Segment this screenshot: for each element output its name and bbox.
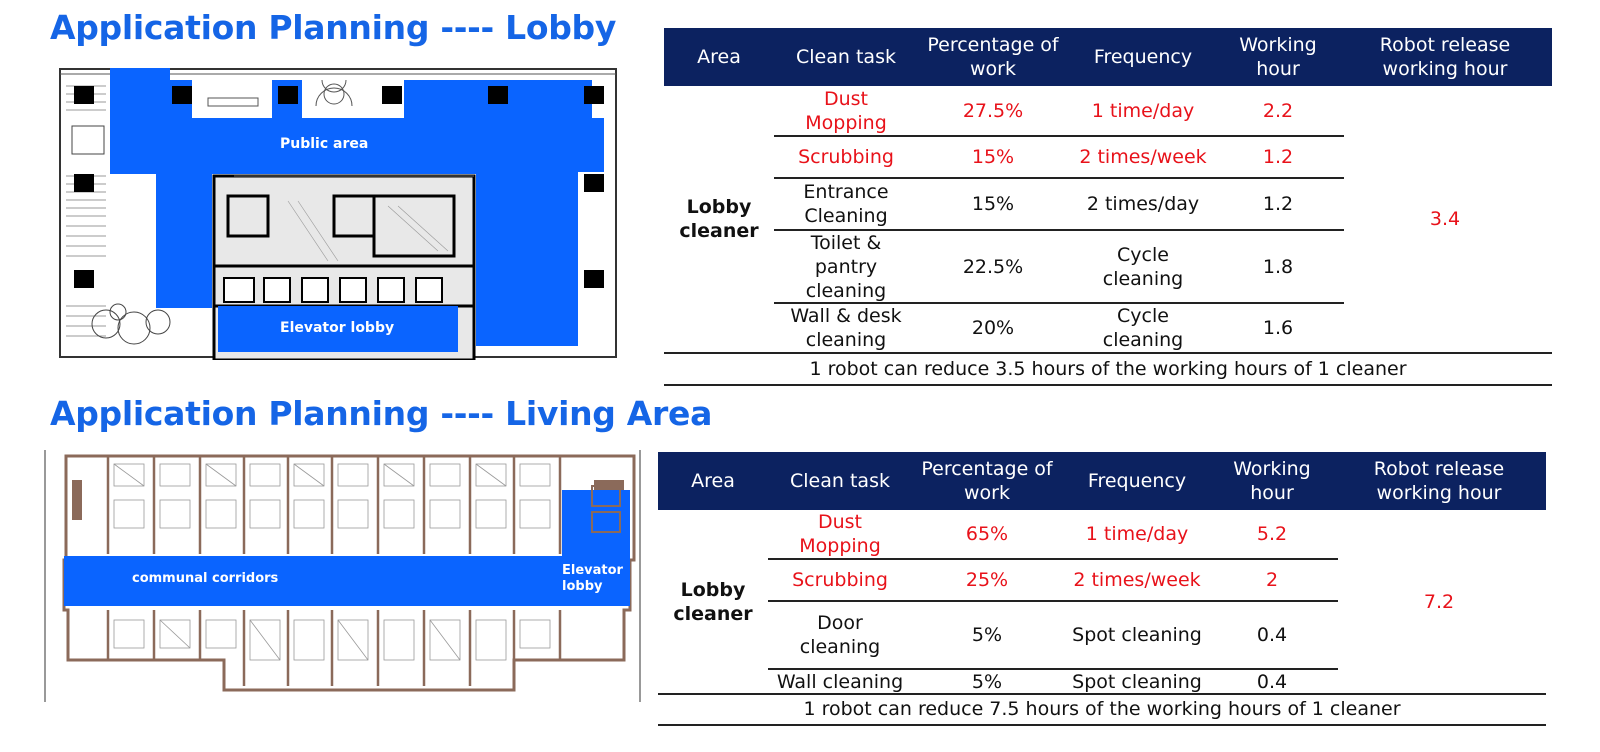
header-robot-release: Robot release working hour xyxy=(1379,34,1511,80)
lobby-table-header xyxy=(664,28,1552,86)
lobby-row5-pct: 20% xyxy=(971,317,1015,339)
living-row3-hour: 0.4 xyxy=(1256,624,1288,646)
header-area: Area xyxy=(691,470,735,492)
lobby-row5-freq: Cycle cleaning xyxy=(1102,305,1184,351)
header-working-hour: Working hour xyxy=(1239,34,1317,80)
lobby-row4-pct: 22.5% xyxy=(962,256,1024,278)
living-row2-freq: 2 times/week xyxy=(1073,569,1201,591)
lobby-floor-plan xyxy=(58,66,618,360)
living-row1-pct: 65% xyxy=(965,523,1009,545)
lobby-row2-task: Scrubbing xyxy=(798,146,894,168)
lobby-row3-pct: 15% xyxy=(971,193,1015,215)
lobby-row2-freq: 2 times/week xyxy=(1079,146,1207,168)
lobby-row4-hour: 1.8 xyxy=(1262,256,1294,278)
living-table-bottom-rule xyxy=(658,724,1546,726)
lobby-row4-task: Toilet & pantry cleaning xyxy=(805,232,887,302)
header-frequency: Frequency xyxy=(1093,46,1193,68)
living-row4-pct: 5% xyxy=(971,671,1003,693)
lobby-row1-pct: 27.5% xyxy=(962,100,1024,122)
lobby-title: Application Planning ---- Lobby xyxy=(50,8,617,47)
lobby-row1-freq: 1 time/day xyxy=(1091,100,1195,122)
living-table xyxy=(658,452,1546,728)
living-row2-pct: 25% xyxy=(965,569,1009,591)
header-frequency: Frequency xyxy=(1087,470,1187,492)
lobby-row5-task: Wall & desk cleaning xyxy=(790,305,902,351)
lobby-row5-hour: 1.6 xyxy=(1262,317,1294,339)
lobby-public-area-label: Public area xyxy=(280,136,369,152)
living-row1-task: Dust Mopping xyxy=(799,511,881,557)
living-row4-task: Wall cleaning xyxy=(776,671,904,693)
header-percentage: Percentage of work xyxy=(921,458,1053,504)
header-working-hour: Working hour xyxy=(1233,458,1311,504)
living-floor-plan xyxy=(44,450,642,702)
header-percentage: Percentage of work xyxy=(927,34,1059,80)
lobby-row2-pct: 15% xyxy=(971,146,1015,168)
header-clean-task: Clean task xyxy=(796,46,896,68)
lobby-release-value: 3.4 xyxy=(1429,208,1461,230)
living-row4-freq: Spot cleaning xyxy=(1072,671,1202,693)
lobby-row3-freq: 2 times/day xyxy=(1086,193,1200,215)
lobby-row4-freq: Cycle cleaning xyxy=(1102,244,1184,290)
living-elevator-lobby-label xyxy=(562,563,628,595)
lobby-area-cell: Lobby cleaner xyxy=(679,196,759,242)
lobby-elevator-lobby-label: Elevator lobby xyxy=(280,320,395,336)
lobby-row1-task: Dust Mopping xyxy=(805,88,887,134)
lobby-row2-hour: 1.2 xyxy=(1262,146,1294,168)
living-table-footer: 1 robot can reduce 7.5 hours of the working hours of 1 cleaner xyxy=(803,698,1401,720)
living-row1-hour: 5.2 xyxy=(1256,523,1288,545)
living-title: Application Planning ---- Living Area xyxy=(50,394,713,433)
living-row4-hour: 0.4 xyxy=(1256,671,1288,693)
lobby-row3-hour: 1.2 xyxy=(1262,193,1294,215)
lobby-row3-task: Entrance Cleaning xyxy=(803,181,889,227)
header-area: Area xyxy=(697,46,741,68)
lobby-row1-hour: 2.2 xyxy=(1262,100,1294,122)
living-corridor-label: communal corridors xyxy=(132,571,279,586)
lobby-table-bottom-rule xyxy=(664,384,1552,386)
living-table-header xyxy=(658,452,1546,510)
lobby-table xyxy=(664,28,1552,386)
header-robot-release: Robot release working hour xyxy=(1373,458,1505,504)
living-row3-freq: Spot cleaning xyxy=(1072,624,1202,646)
living-row2-hour: 2 xyxy=(1265,569,1279,591)
living-row2-task: Scrubbing xyxy=(792,569,888,591)
lobby-plan-drawing xyxy=(58,66,618,360)
living-area-cell: Lobby cleaner xyxy=(673,579,753,625)
living-row3-task: Door cleaning xyxy=(799,612,881,658)
living-row3-pct: 5% xyxy=(971,624,1003,646)
living-elevator-lobby-text: Elevator lobby xyxy=(562,563,623,594)
living-release-value: 7.2 xyxy=(1423,591,1455,613)
header-clean-task: Clean task xyxy=(790,470,890,492)
lobby-table-footer: 1 robot can reduce 3.5 hours of the working hours of 1 cleaner xyxy=(809,358,1407,380)
living-row1-freq: 1 time/day xyxy=(1085,523,1189,545)
